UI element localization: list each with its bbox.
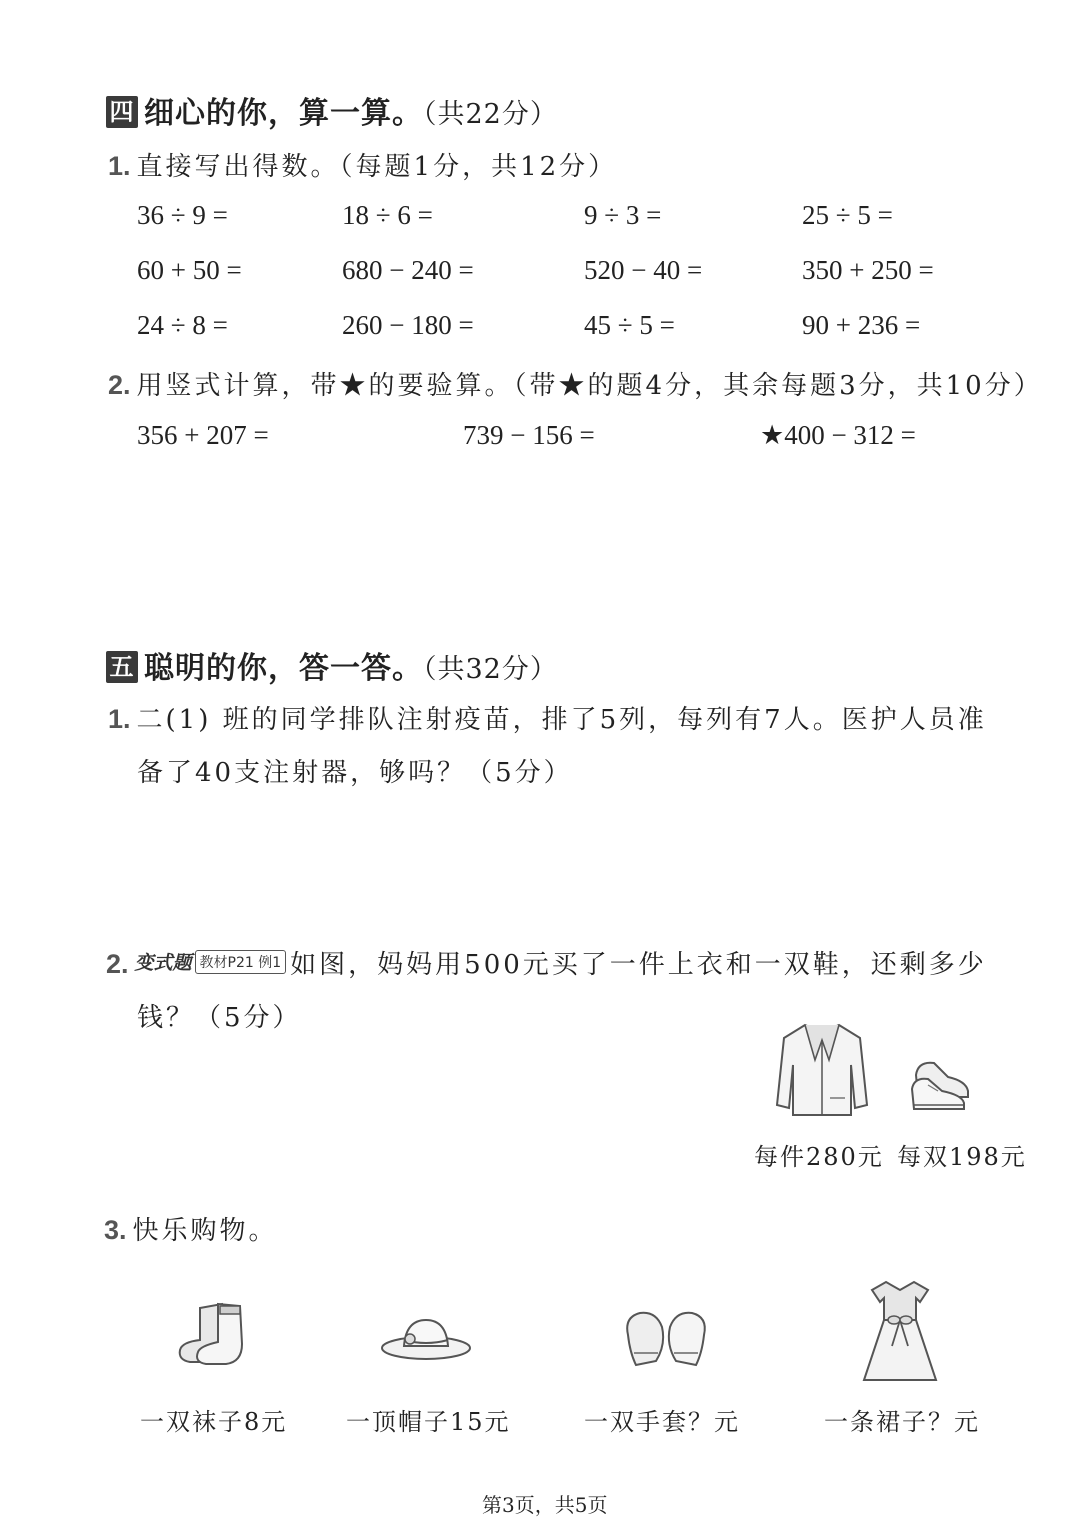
calc-item: 60 + 50 = [137, 255, 242, 285]
calc-item: 9 ÷ 3 = [584, 200, 662, 230]
variant-tag [135, 948, 287, 975]
question-number: 1. [108, 704, 131, 734]
dress-icon [858, 1276, 942, 1386]
question-5-2 [106, 944, 987, 981]
question-text: 二(1) 班的同学排队注射疫苗，排了5列，每列有7人。医护人员准 [136, 705, 987, 735]
question-number: 3. [104, 1215, 127, 1245]
vertical-calc-item: 356 + 207 = [137, 420, 269, 450]
hat-icon [380, 1312, 472, 1362]
jacket-price: 每件280元 [754, 1143, 884, 1171]
section-5-heading: 聪明的你，答一答。 [144, 651, 423, 686]
calc-item: 24 ÷ 8 = [137, 310, 228, 340]
textbook-reference: 教材P21 例1 [195, 950, 287, 974]
section-5-title [106, 643, 558, 687]
question-text-continued: 钱？（5分） [137, 1003, 302, 1033]
question-text-continued: 备了40支注射器，够吗？（5分） [137, 758, 573, 788]
question-text: 如图，妈妈用500元买了一件上衣和一双鞋，还剩多少 [290, 950, 987, 980]
shoes-icon [908, 1055, 978, 1115]
section-4-heading: 细心的你，算一算。 [144, 96, 423, 131]
question-text: 直接写出得数。（每题1分，共12分） [136, 152, 618, 182]
section-4-badge: 四 [106, 96, 138, 128]
section-4-title [106, 88, 558, 132]
calc-item: 25 ÷ 5 = [802, 200, 893, 230]
calc-item: 90 + 236 = [802, 310, 921, 340]
calc-item: 680 − 240 = [342, 255, 474, 285]
variant-tag-label: 变式题 [134, 952, 192, 974]
vertical-calc-item: 739 − 156 = [463, 420, 595, 450]
section-4-points: （共22分） [423, 99, 558, 130]
section-5-points: （共32分） [423, 654, 558, 685]
question-number: 1. [108, 151, 131, 181]
gloves-icon [620, 1305, 712, 1370]
question-number: 2. [108, 370, 131, 400]
socks-icon [170, 1300, 250, 1370]
gloves-price: 一双手套？元 [584, 1408, 740, 1436]
shoes-price: 每双198元 [897, 1143, 1027, 1171]
hat-price: 一顶帽子15元 [346, 1408, 511, 1436]
socks-price: 一双袜子8元 [140, 1408, 288, 1436]
question-text: 快乐购物。 [132, 1216, 278, 1246]
section-5-badge: 五 [106, 651, 138, 683]
question-text: 用竖式计算，带★的要验算。（带★的题4分，其余每题3分，共10分） [136, 371, 1043, 401]
calc-item: 36 ÷ 9 = [137, 200, 228, 230]
dress-price: 一条裙子？元 [824, 1408, 980, 1436]
calc-item: 260 − 180 = [342, 310, 474, 340]
calc-item: 45 ÷ 5 = [584, 310, 675, 340]
question-5-3 [104, 1210, 278, 1247]
calc-item: 520 − 40 = [584, 255, 703, 285]
page-footer: 第3页，共5页 [482, 1493, 608, 1517]
question-4-2 [108, 365, 1043, 402]
calc-item: 18 ÷ 6 = [342, 200, 433, 230]
calc-item: 350 + 250 = [802, 255, 934, 285]
question-5-1 [108, 699, 987, 736]
vertical-calc-item-starred: ★400 − 312 = [760, 420, 916, 450]
jacket-icon [775, 1020, 870, 1120]
question-4-1 [108, 146, 617, 183]
question-number: 2. [106, 949, 129, 979]
